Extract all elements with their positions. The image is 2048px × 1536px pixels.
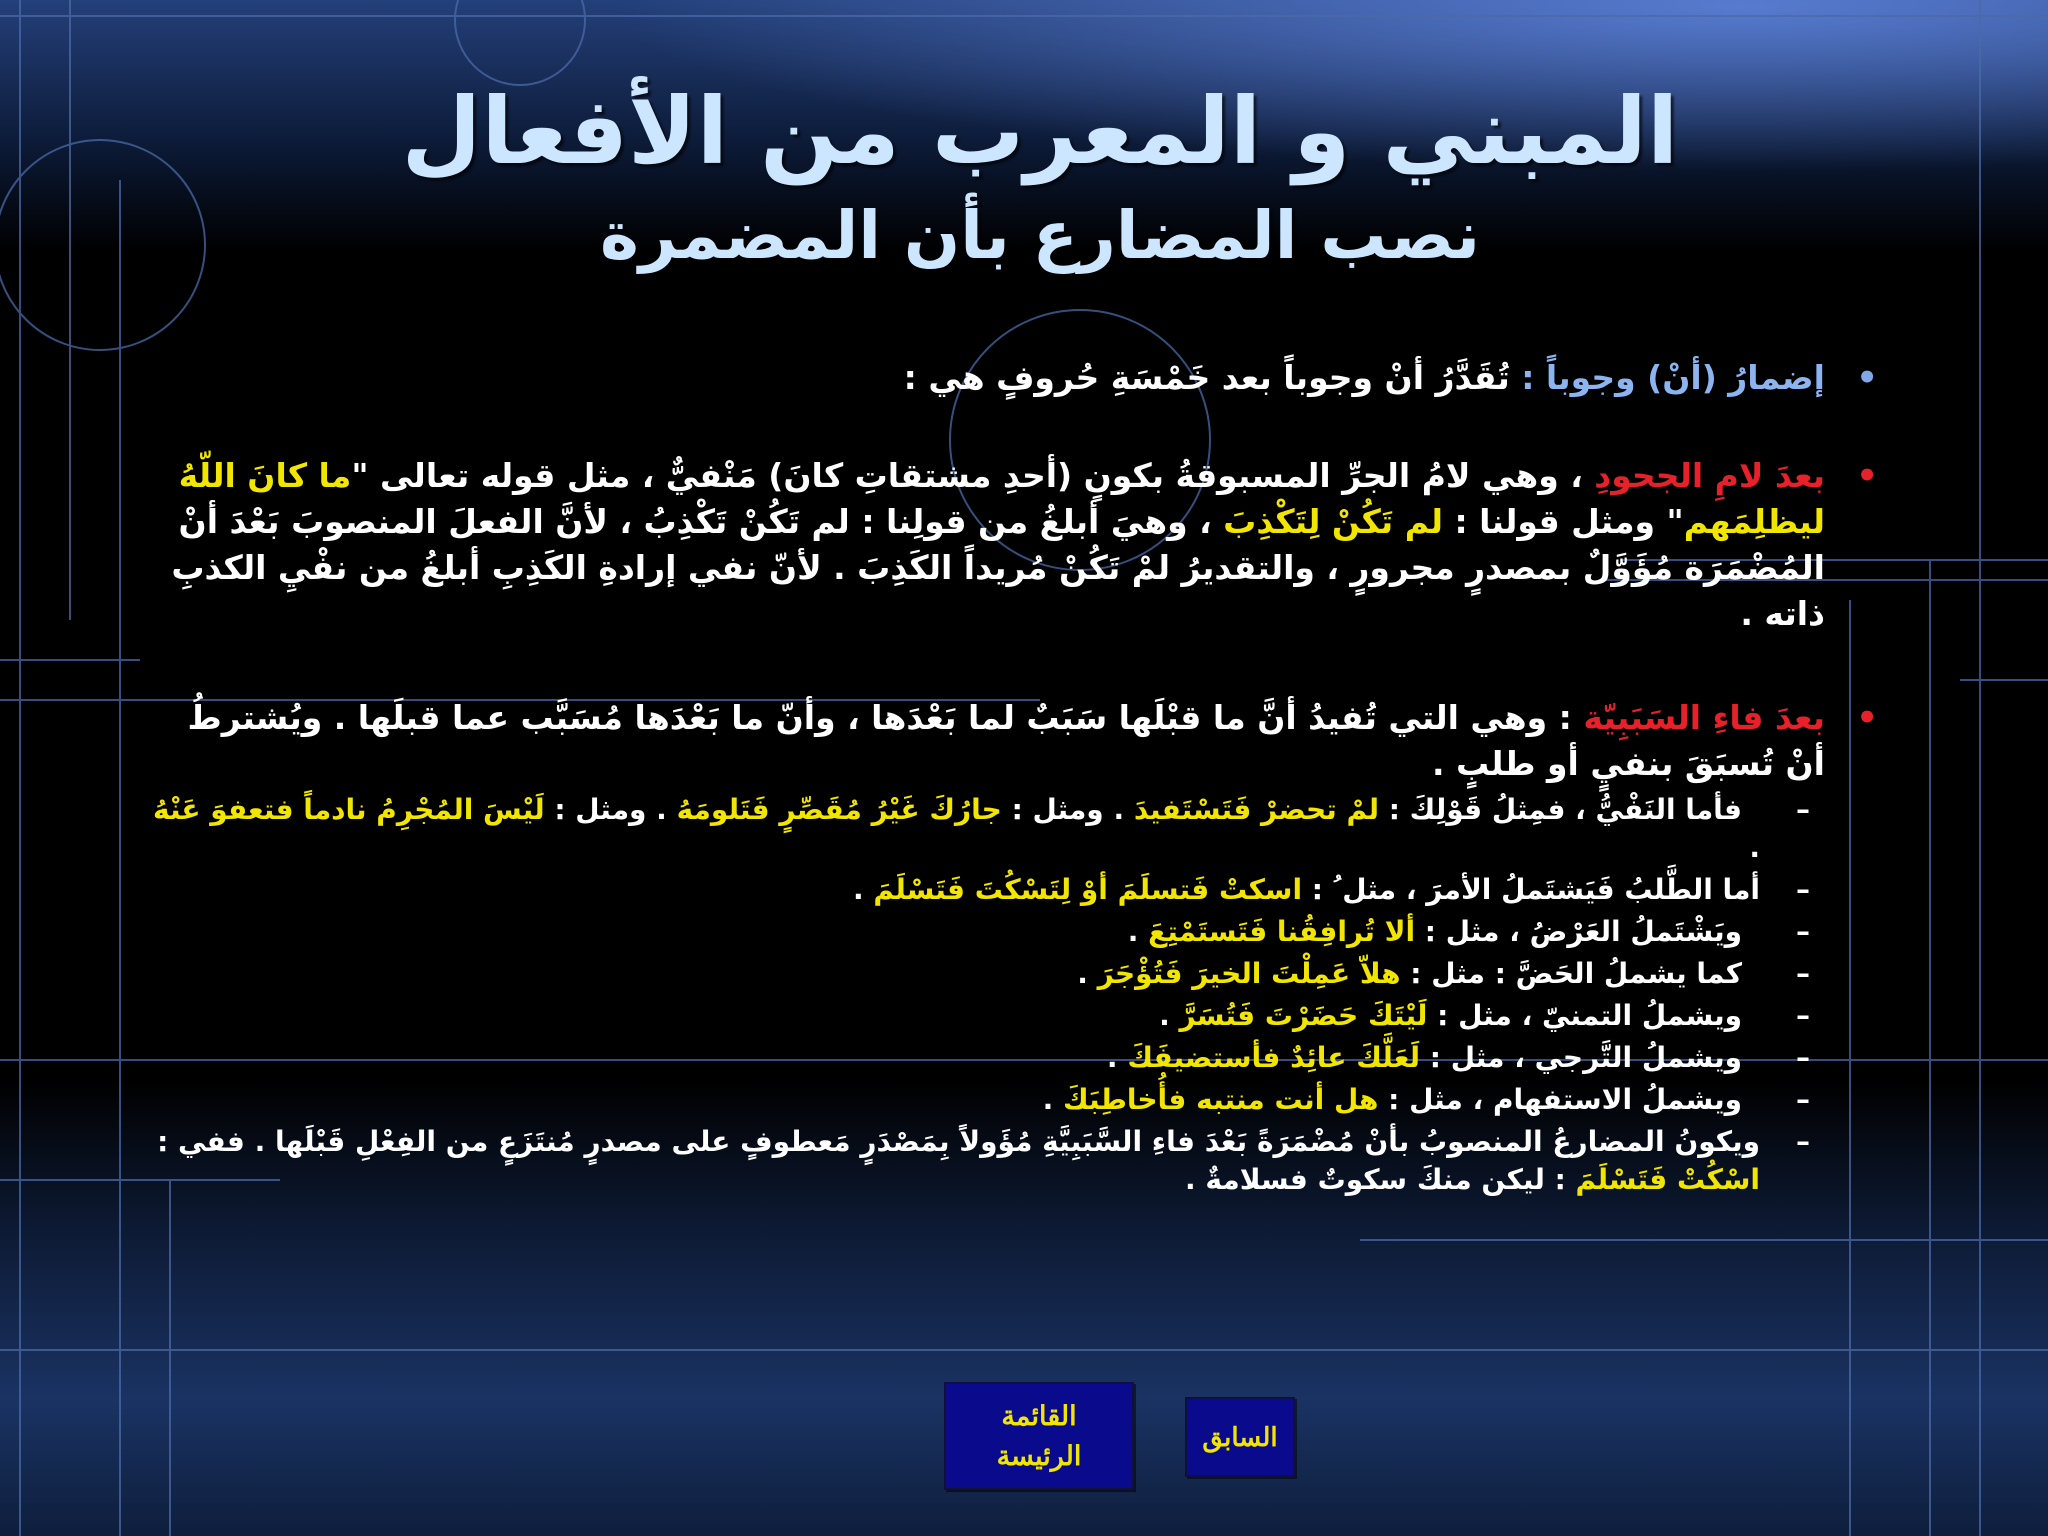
dash-marker: – <box>1796 873 1810 906</box>
bullet-text: " ومثل قولنا : <box>1442 502 1684 541</box>
subitem-talab <box>140 871 1890 909</box>
subitem-text: . <box>1077 957 1098 990</box>
previous-button[interactable]: السابق <box>1185 1397 1295 1477</box>
bullet-marker: • <box>1856 456 1878 496</box>
subitem-text: ويكونُ المضارعُ المنصوبُ بأنْ مُضْمَرَةً بَعْدَ فاءِ السَّبَبِيَّةِ مُؤَولاً بِمَصْدَرٍ مَعطوفٍ على مصدرٍ مُنتَزَعٍ من الفِعْلِ قَبْلَها . ففي : <box>157 1125 1760 1158</box>
subitem-text: . <box>852 873 874 906</box>
subitem-text: ويشملُ التَّرجي ، مثل : <box>1420 1041 1742 1074</box>
subitem-text: ويشملُ التمنيّ ، مثل : <box>1427 999 1742 1032</box>
subitem-text: . ومثل : <box>544 793 677 826</box>
dash-marker: – <box>1796 999 1810 1032</box>
dash-marker: – <box>1796 957 1810 990</box>
subitem-hadd <box>140 955 1890 993</box>
quran-quote: ما كانَ اللّهُ ليظلِمَهم <box>178 456 1825 541</box>
subitem-text: . <box>1159 999 1180 1032</box>
subitem-nafy <box>140 791 1890 867</box>
subitem-text: . <box>1127 915 1149 948</box>
bullet-lam-juhud <box>140 453 1890 637</box>
example-text: لم تَكُنْ لِتَكْذِبَ <box>1223 502 1443 541</box>
example-text: لمْ تحضرْ فَتَسْتَفيدَ <box>1133 793 1379 826</box>
subitem-text: : ليكن منكَ سكوتٌ فسلامةٌ . <box>1185 1163 1576 1196</box>
main-menu-label-line1: القائمة <box>1001 1401 1077 1431</box>
main-menu-label-line2: الرئيسة <box>996 1441 1082 1471</box>
example-text: هلاّ عَمِلْتَ الخيرَ فَتُؤْجَرَ <box>1097 957 1401 990</box>
dash-marker: – <box>1796 1125 1810 1158</box>
subitem-text: ويشملُ الاستفهام ، مثل : <box>1378 1083 1742 1116</box>
bullet-marker: • <box>1856 698 1878 738</box>
subitem-text: . <box>1042 1083 1063 1116</box>
subitem-text: كما يشملُ الحَضَّ : مثل : <box>1400 957 1742 990</box>
dash-marker: – <box>1796 1041 1810 1074</box>
dash-marker: – <box>1796 915 1810 948</box>
bullet-text: ، وهي لامُ الجرِّ المسبوقةُ بكونٍ (أحدِ مشتقاتِ كانَ) مَنْفيٌّ ، مثل قوله تعالى " <box>351 456 1595 495</box>
example-text: لَيْسَ المُجْرِمُ نادماً فتعفوَ عَنْهُ <box>153 793 545 826</box>
subitem-text: فأما النَفْيُّ ، فمِثلُ قَوْلِكَ : <box>1378 793 1742 826</box>
bullet-label: إضمارُ (أنْ) وجوباً : <box>1521 358 1825 397</box>
example-text: لَعَلَّكَ عائِدٌ فأستضيفَكَ <box>1127 1041 1421 1074</box>
subitem-tarajji <box>140 1039 1890 1077</box>
bullet-text: تُقَدَّرُ أنْ وجوباً بعد خَمْسَةِ حُروفٍ هي : <box>903 358 1522 397</box>
example-text: هل أنت منتبه فأُخاطِبَكَ <box>1062 1083 1379 1116</box>
bullet-idmar <box>140 355 1890 401</box>
bullet-label: بعدَ فاءِ السَبَبِيّة <box>1583 698 1825 737</box>
example-text: لَيْتَكَ حَضَرْتَ فَتُسَرَّ <box>1179 999 1428 1032</box>
subitem-istifham <box>140 1081 1890 1119</box>
example-text: اسكتْ فَتسلَمَ أوْ لِتَسْكُتَ فَتَسْلَمَ <box>873 873 1303 906</box>
main-menu-button[interactable] <box>944 1382 1134 1490</box>
subitem-text: ويَشْتَملُ العَرْضُ ، مثل : <box>1415 915 1742 948</box>
example-text: اسْكُتْ فَتَسْلَمَ <box>1575 1163 1760 1196</box>
subitem-text: . <box>1106 1041 1128 1074</box>
bullet-text: : وهي التي تُفيدُ أنَّ ما قبْلَها سَبَبٌ لما بَعْدَها ، وأنّ ما بَعْدَها مُسَبَّب عما قبلَها . ويُشترطُ أنْ تُسبَقَ بنفيٍ أو طلبٍ . <box>187 698 1825 783</box>
subitem-text: أما الطَّلبُ فَيَشتَملُ الأمرَ ، مثل ُ : <box>1302 873 1760 906</box>
subitem-tawil <box>140 1123 1890 1199</box>
subitem-text: . ومثل : <box>1001 793 1134 826</box>
slide-body <box>140 355 1890 1203</box>
bullet-fa-sababiya <box>140 695 1890 787</box>
example-text: ألا تُرافِقُنا فَتَستَمْتِعَ <box>1148 915 1416 948</box>
subitem-text: . <box>1749 831 1760 864</box>
bullet-text: ، وهيَ أبلغُ من قولِنا : لم تَكُنْ تَكْذِبُ ، لأنَّ الفعلَ المنصوبَ بَعْدَ أنْ المُضْمَرَة مُؤَوَّلٌ بمصدرٍ مجرورٍ ، والتقديرُ لمْ تَكُنْ مُريداً الكَذِبَ . لأنّ نفي إرادةِ الكَذِبِ أبلغُ من نفْيِ الكذبِ ذاته . <box>171 502 1825 633</box>
slide-subtitle: نصب المضارع بأن المضمرة <box>599 197 1480 274</box>
example-text: جارُكَ غَيْرُ مُقَصِّرٍ فَتَلومَهُ <box>676 793 1002 826</box>
subitem-tamanni <box>140 997 1890 1035</box>
dash-marker: – <box>1796 793 1810 826</box>
subitem-ard <box>140 913 1890 951</box>
bullet-label: بعدَ لامِ الجحودِ <box>1594 456 1825 495</box>
bullet-marker: • <box>1856 358 1878 398</box>
slide-title: المبني و المعرب من الأفعال <box>401 78 1679 185</box>
dash-marker: – <box>1796 1083 1810 1116</box>
